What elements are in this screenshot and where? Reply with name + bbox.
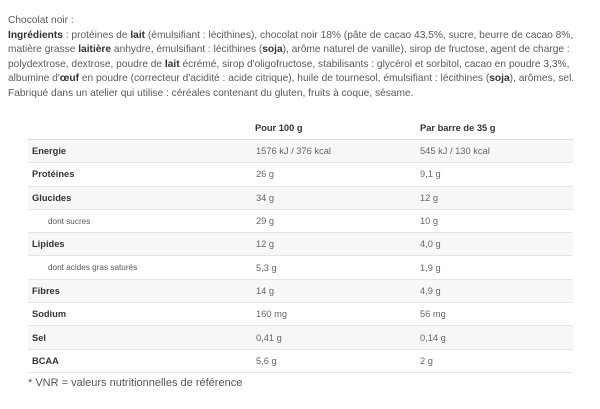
footnote: * VNR = valeurs nutritionnelles de référence [28,377,243,389]
table-row [28,256,573,279]
ingredients-segment: ), arôme naturel de vanille), sirop de fructose, agent de charge : polydextrose, dextrose, poudre de [8,44,570,70]
ingredients-segment: écrémé, sirop d'oligofructose, stabilisants : glycérol et sorbitol, cacao en poudre 3,3%, albumine d' [8,58,570,85]
table-row [28,186,573,209]
header-per-bar: Par barre de 35 g [416,116,573,140]
ingredients-label: Ingrédients [8,29,63,41]
nutrient-label: Protéines [28,163,251,186]
ingredients-segment: ), arômes, sel. Fabriqué dans un atelier qui utilise : céréales contenant du gluten, fruits à coque, sésame. [8,73,575,99]
allergen-text: lait [130,29,146,41]
allergen-text: soja [489,73,510,85]
nutrient-label: Sodium [28,303,251,326]
nutrient-label: Energie [28,140,251,163]
value-per-100g: 26 g [251,163,416,186]
table-row [28,303,573,326]
header-per-100g: Pour 100 g [251,116,416,140]
table-header-row [28,116,573,140]
value-per-bar: 10 g [416,209,573,232]
value-per-100g: 12 g [251,233,416,256]
allergen-text: lait [164,58,180,70]
allergen-text: œuf [59,73,80,85]
ingredients-segments [8,30,574,99]
ingredients-segment: anhydre, émulsifiant : lécithines ( [111,44,263,56]
value-per-100g: 5,6 g [251,349,416,372]
nutrient-label: Fibres [28,279,251,302]
value-per-100g: 29 g [251,209,416,232]
value-per-100g: 34 g [251,186,416,209]
nutrition-table-body [28,140,573,373]
nutrient-label: dont acides gras saturés [28,256,251,279]
ingredients-text [8,14,594,102]
value-per-100g: 14 g [251,279,416,302]
ingredients-heading: Chocolat noir : [8,15,74,26]
value-per-100g: 160 mg [251,303,416,326]
table-row [28,326,573,349]
value-per-bar: 1,9 g [416,256,573,279]
nutrition-table [28,116,573,373]
table-row [28,209,573,232]
nutrient-label: dont sucres [28,209,251,232]
value-per-bar: 9,1 g [416,163,573,186]
value-per-bar: 2 g [416,349,573,372]
value-per-bar: 545 kJ / 130 kcal [416,140,573,163]
table-row [28,349,573,372]
value-per-bar: 0,14 g [416,326,573,349]
table-row [28,163,573,186]
nutrient-label: Sel [28,326,251,349]
value-per-100g: 1576 kJ / 376 kcal [251,140,416,163]
nutrient-label: Glucides [28,186,251,209]
table-row [28,140,573,163]
value-per-bar: 4,0 g [416,233,573,256]
ingredients-segment: (émulsifiant : lécithines), chocolat noir 18% (pâte de cacao 43,5%, sucre, beurre de cacao 8%, matière grasse [8,29,574,56]
nutrient-label: BCAA [28,349,251,372]
table-row [28,233,573,256]
ingredients-segment: : protéines de [62,29,131,41]
value-per-100g: 5,3 g [251,256,416,279]
ingredients-body [8,29,594,102]
value-per-bar: 4,9 g [416,279,573,302]
allergen-text: soja [262,44,283,56]
value-per-100g: 0,41 g [251,326,416,349]
allergen-text: laitière [78,44,112,56]
ingredients-segment: en poudre (correcteur d'acidité : acide citrique), huile de tournesol, émulsifiant : lécithines ( [79,73,490,85]
table-row [28,279,573,302]
value-per-bar: 56 mg [416,303,573,326]
value-per-bar: 12 g [416,186,573,209]
nutrient-label: Lipides [28,233,251,256]
header-nutrient [28,116,251,140]
